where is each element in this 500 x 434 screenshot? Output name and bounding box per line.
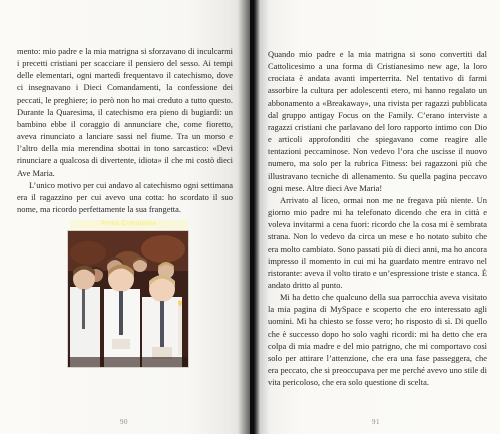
left-page-number: 90 [120,418,128,426]
left-page-text [17,45,233,215]
book-gutter-shadow [238,0,260,434]
left-paragraph-2: L’unico motivo per cui andavo al catechismo ogni settimana era il ragazzino per cui avevo una cotta: ho scordato il suo nome, ma ricordo perfettamente la sua frangetta. [17,179,233,215]
right-paragraph-1: Quando mio padre e la mia matrigna si sono convertiti dal Cattolicesimo a una forma di Cristianesimo new age, la loro crociata è andata avanti imperterrita. Nel tentativo di farmi assorbire la cultura per adolescenti etero, mi hanno regalato un abbonamento a «Breakaway», una rivista per ragazzi pubblicata dal gruppo antigay Focus on the Family. C’erano interviste a ragazzi cristiani che parlavano del loro rapporto intimo con Dio e articoli approfonditi che spiegavano come reagire alle tentazioni peccaminose. Non vedevo l’ora che uscisse il nuovo numero, ma solo per la rubrica Fitness: bei ragazzoni più che illustravano tecniche di allenamento. Su quella pagina peccavo ogni mese. Altre dieci Ave Maria! [268,49,487,193]
communion-photo [67,230,189,368]
right-page-number: 91 [372,418,380,426]
photo-caption: Prima Comunione [70,220,188,229]
left-paragraph-1: mento: mio padre e la mia matrigna si sforzavano di inculcarmi i precetti cristiani per scacciare il pensiero del sesso. Ai tempi delle elementari, ogni martedì frequentavo il catechismo, dove ci insegnavano i Dieci Comandamenti, la confessione dei peccati, le preghiere; io però non ho mai creduto a tutto questo. Durante la Quaresima, il catechismo era pieno di bugiardi: un bambino ebbe il coraggio di annunciare che, come fioretto, aveva rinunciato a lanciare sassi nel fiume. Tra un morso e l’altro della mia merendina sbottai in tono sarcastico: «Devi rinunciare a qualcosa di divertente, idiota» il che mi costò dieci Ave Maria. [17,46,233,178]
right-paragraph-2: Arrivato al liceo, ormai non me ne fregava più niente. Un giorno mio padre mi ha telefonato dicendo che era in città e voleva invitarmi a cena fuori: ricordo che la cosa mi è sembrata strana. Non lo vedevo da circa un mese e ho notato subito che era molto cambiato. Sono passati più di dieci anni, ma ho ancora impresso il momento in cui mi ha guardato mentre entravo nel ristorante: aveva il volto tirato e un’espressione triste e stanca. È andato dritto al punto. [268,194,487,290]
right-paragraph-3: Mi ha detto che qualcuno della sua parrocchia aveva visitato la mia pagina di MySpace e scoperto che ero interessato agli uomini. Mi ha chiesto se fosse vero; ho risposto di sì. Di quello che è successo dopo ho solo vaghi ricordi: mi ha detto che era colpa di mia madre e del mio patrigno, che mi comportavo così solo per attirare l’attenzione, che era una fase passeggera, che era peccato, che si preoccupava per me perché avevo uno stile di vita pericoloso, che era solo questione di scelta. [268,292,487,388]
right-page-text [268,48,487,388]
right-page [250,0,500,434]
